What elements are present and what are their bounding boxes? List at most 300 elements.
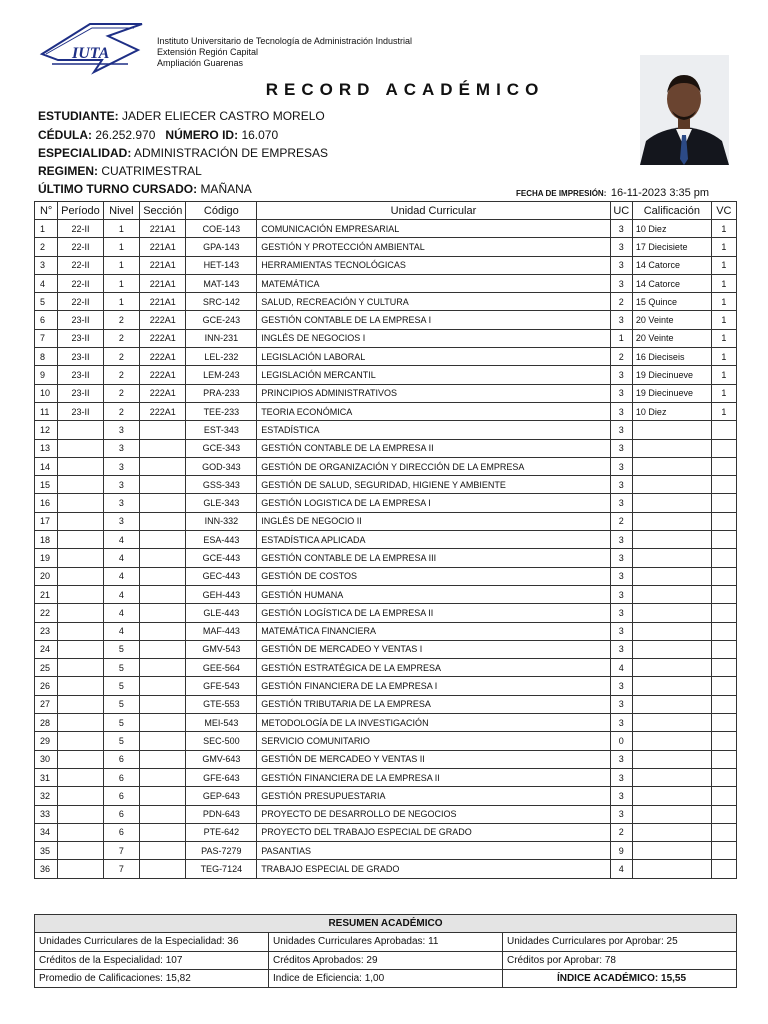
col-periodo-cell: 22-II	[58, 256, 103, 274]
col-calificacion-cell	[632, 750, 711, 768]
col-codigo-cell: SEC-500	[186, 732, 257, 750]
col-nivel-cell: 1	[103, 256, 139, 274]
col-seccion-cell	[140, 457, 186, 475]
col-seccion-cell	[140, 750, 186, 768]
col-calificacion-cell	[632, 842, 711, 860]
col-calificacion-cell	[632, 823, 711, 841]
creditos-por-aprobar: Créditos por Aprobar: 78	[503, 951, 737, 969]
col-codigo-cell: GMV-643	[186, 750, 257, 768]
document-title: RECORD ACADÉMICO	[265, 80, 545, 99]
col-nivel-cell: 2	[103, 329, 139, 347]
col-uc-cell: 3	[610, 274, 632, 292]
col-uc-cell: 4	[610, 659, 632, 677]
col-vc-cell	[711, 531, 736, 549]
col-codigo-cell: HET-143	[186, 256, 257, 274]
col-codigo-cell: MAF-443	[186, 622, 257, 640]
col-seccion-cell: 222A1	[140, 311, 186, 329]
col-seccion-cell	[140, 567, 186, 585]
cedula-line	[38, 128, 278, 142]
col-codigo-cell: MAT-143	[186, 274, 257, 292]
col-seccion-cell	[140, 768, 186, 786]
col-uc-cell: 3	[610, 366, 632, 384]
col-uc-cell: 3	[610, 549, 632, 567]
student-name-line	[38, 109, 325, 123]
institution-campus: Ampliación Guarenas	[157, 58, 244, 68]
col-numero-cell: 28	[35, 714, 58, 732]
col-vc-cell	[711, 787, 736, 805]
col-unidad-curricular-cell: GESTIÓN FINANCIERA DE LA EMPRESA II	[257, 768, 611, 786]
col-periodo-cell	[58, 457, 103, 475]
table-row	[35, 402, 737, 420]
col-seccion-cell: 221A1	[140, 220, 186, 238]
col-calificacion-cell	[632, 585, 711, 603]
cedula-label: CÉDULA:	[38, 128, 92, 142]
col-numero-cell: 20	[35, 567, 58, 585]
col-periodo-cell	[58, 640, 103, 658]
col-periodo-cell	[58, 604, 103, 622]
table-row	[35, 640, 737, 658]
col-vc-cell	[711, 640, 736, 658]
col-codigo-cell: PRA-233	[186, 384, 257, 402]
col-codigo-cell: EST-343	[186, 421, 257, 439]
col-calificacion-cell: 20 Veinte	[632, 329, 711, 347]
col-seccion-cell	[140, 585, 186, 603]
col-seccion-cell: 222A1	[140, 329, 186, 347]
col-uc-cell: 3	[610, 457, 632, 475]
col-calificacion-cell	[632, 512, 711, 530]
table-row	[35, 421, 737, 439]
col-unidad-curricular-cell: LEGISLACIÓN MERCANTIL	[257, 366, 611, 384]
col-seccion-cell	[140, 677, 186, 695]
col-calificacion-cell: 20 Veinte	[632, 311, 711, 329]
col-uc-cell: 3	[610, 604, 632, 622]
col-numero-cell: 30	[35, 750, 58, 768]
col-nivel-cell: 4	[103, 549, 139, 567]
col-seccion-cell: 221A1	[140, 274, 186, 292]
col-codigo-cell: SRC-142	[186, 293, 257, 311]
col-vc-cell	[711, 421, 736, 439]
col-nivel-cell: 6	[103, 750, 139, 768]
col-numero-header: N°	[35, 202, 58, 220]
col-seccion-cell	[140, 549, 186, 567]
col-numero-cell: 17	[35, 512, 58, 530]
col-unidad-curricular-cell: SALUD, RECREACIÓN Y CULTURA	[257, 293, 611, 311]
col-vc-cell	[711, 768, 736, 786]
col-numero-cell: 19	[35, 549, 58, 567]
col-calificacion-cell	[632, 476, 711, 494]
col-calificacion-cell	[632, 640, 711, 658]
col-periodo-cell	[58, 677, 103, 695]
col-numero-cell: 5	[35, 293, 58, 311]
col-vc-cell: 1	[711, 274, 736, 292]
col-vc-cell	[711, 750, 736, 768]
col-codigo-cell: TEG-7124	[186, 860, 257, 878]
col-nivel-cell: 1	[103, 238, 139, 256]
table-row	[35, 274, 737, 292]
col-periodo-cell: 23-II	[58, 366, 103, 384]
col-seccion-cell	[140, 439, 186, 457]
student-name: JADER ELIECER CASTRO MORELO	[122, 109, 325, 123]
col-codigo-cell: INN-332	[186, 512, 257, 530]
col-nivel-cell: 4	[103, 585, 139, 603]
turno-label: ÚLTIMO TURNO CURSADO:	[38, 182, 198, 196]
col-unidad-curricular-cell: GESTIÓN LOGÍSTICA DE LA EMPRESA II	[257, 604, 611, 622]
col-periodo-cell: 22-II	[58, 274, 103, 292]
col-codigo-cell: GEP-643	[186, 787, 257, 805]
table-row	[35, 842, 737, 860]
col-unidad-curricular-cell: ESTADÍSTICA	[257, 421, 611, 439]
col-uc-cell: 3	[610, 567, 632, 585]
col-uc-cell: 3	[610, 494, 632, 512]
col-periodo-cell	[58, 421, 103, 439]
col-nivel-cell: 4	[103, 622, 139, 640]
estudiante-label: ESTUDIANTE:	[38, 109, 119, 123]
col-unidad-curricular-cell: INGLÉS DE NEGOCIOS I	[257, 329, 611, 347]
col-numero-cell: 6	[35, 311, 58, 329]
col-unidad-curricular-cell: PROYECTO DEL TRABAJO ESPECIAL DE GRADO	[257, 823, 611, 841]
table-row	[35, 787, 737, 805]
col-calificacion-cell	[632, 567, 711, 585]
col-numero-cell: 1	[35, 220, 58, 238]
col-uc-header: UC	[610, 202, 632, 220]
col-vc-cell	[711, 604, 736, 622]
col-uc-cell: 2	[610, 512, 632, 530]
table-row	[35, 494, 737, 512]
col-calificacion-cell	[632, 787, 711, 805]
col-uc-cell: 3	[610, 476, 632, 494]
col-uc-cell: 3	[610, 585, 632, 603]
col-nivel-cell: 7	[103, 842, 139, 860]
col-seccion-header: Sección	[140, 202, 186, 220]
col-vc-cell	[711, 659, 736, 677]
col-calificacion-cell: 17 Diecisiete	[632, 238, 711, 256]
col-periodo-cell: 23-II	[58, 311, 103, 329]
col-nivel-cell: 5	[103, 677, 139, 695]
col-periodo-cell: 22-II	[58, 220, 103, 238]
col-unidad-curricular-cell: GESTIÓN Y PROTECCIÓN AMBIENTAL	[257, 238, 611, 256]
col-uc-cell: 3	[610, 384, 632, 402]
col-numero-cell: 35	[35, 842, 58, 860]
numero-id-value: 16.070	[241, 128, 279, 142]
col-seccion-cell: 222A1	[140, 348, 186, 366]
col-unidad-curricular-header: Unidad Curricular	[257, 202, 611, 220]
col-calificacion-cell	[632, 604, 711, 622]
institution-name: Instituto Universitario de Tecnología de Administración Industrial	[157, 36, 412, 46]
col-calificacion-cell	[632, 805, 711, 823]
col-calificacion-cell	[632, 732, 711, 750]
creditos-aprobados: Créditos Aprobados: 29	[269, 951, 503, 969]
col-numero-cell: 2	[35, 238, 58, 256]
col-numero-cell: 31	[35, 768, 58, 786]
col-uc-cell: 1	[610, 329, 632, 347]
col-calificacion-cell	[632, 531, 711, 549]
col-nivel-cell: 4	[103, 567, 139, 585]
col-nivel-cell: 5	[103, 659, 139, 677]
col-calificacion-cell: 10 Diez	[632, 220, 711, 238]
col-unidad-curricular-cell: GESTIÓN DE COSTOS	[257, 567, 611, 585]
col-unidad-curricular-cell: PASANTIAS	[257, 842, 611, 860]
col-numero-cell: 36	[35, 860, 58, 878]
table-row	[35, 659, 737, 677]
table-row	[35, 512, 737, 530]
col-seccion-cell	[140, 622, 186, 640]
col-uc-cell: 3	[610, 421, 632, 439]
table-row	[35, 256, 737, 274]
col-seccion-cell	[140, 805, 186, 823]
student-photo	[640, 55, 729, 165]
col-nivel-cell: 1	[103, 293, 139, 311]
record-table	[34, 201, 737, 879]
col-calificacion-cell	[632, 768, 711, 786]
col-seccion-cell	[140, 604, 186, 622]
col-nivel-cell: 3	[103, 421, 139, 439]
col-periodo-cell	[58, 714, 103, 732]
numero-id-label: NÚMERO ID:	[165, 128, 239, 142]
col-vc-cell	[711, 512, 736, 530]
col-calificacion-cell	[632, 659, 711, 677]
col-unidad-curricular-cell: GESTIÓN CONTABLE DE LA EMPRESA III	[257, 549, 611, 567]
col-numero-cell: 22	[35, 604, 58, 622]
col-calificacion-cell: 15 Quince	[632, 293, 711, 311]
col-codigo-cell: GSS-343	[186, 476, 257, 494]
col-codigo-cell: GOD-343	[186, 457, 257, 475]
col-uc-cell: 3	[610, 238, 632, 256]
col-vc-header: VC	[711, 202, 736, 220]
col-vc-cell	[711, 494, 736, 512]
col-periodo-cell: 23-II	[58, 402, 103, 420]
col-unidad-curricular-cell: GESTIÓN DE SALUD, SEGURIDAD, HIGIENE Y AMBIENTE	[257, 476, 611, 494]
col-calificacion-cell: 14 Catorce	[632, 256, 711, 274]
col-codigo-cell: GLE-343	[186, 494, 257, 512]
col-periodo-cell	[58, 567, 103, 585]
cedula-value: 26.252.970	[95, 128, 156, 142]
col-uc-cell: 3	[610, 714, 632, 732]
col-vc-cell: 1	[711, 220, 736, 238]
col-unidad-curricular-cell: GESTIÓN HUMANA	[257, 585, 611, 603]
col-periodo-cell	[58, 512, 103, 530]
col-seccion-cell	[140, 421, 186, 439]
col-nivel-cell: 2	[103, 384, 139, 402]
col-codigo-cell: GCE-343	[186, 439, 257, 457]
col-codigo-cell: PAS-7279	[186, 842, 257, 860]
col-seccion-cell	[140, 714, 186, 732]
col-unidad-curricular-cell: GESTIÓN CONTABLE DE LA EMPRESA I	[257, 311, 611, 329]
col-periodo-cell	[58, 750, 103, 768]
col-nivel-cell: 6	[103, 768, 139, 786]
ucs-especialidad: Unidades Curriculares de la Especialidad: 36	[35, 933, 269, 951]
logo-text: IUTA	[72, 45, 110, 62]
table-row	[35, 311, 737, 329]
col-codigo-cell: GLE-443	[186, 604, 257, 622]
col-unidad-curricular-cell: TEORIA ECONÓMICA	[257, 402, 611, 420]
col-unidad-curricular-cell: GESTIÓN DE MERCADEO Y VENTAS II	[257, 750, 611, 768]
col-numero-cell: 34	[35, 823, 58, 841]
col-numero-cell: 26	[35, 677, 58, 695]
col-periodo-cell	[58, 494, 103, 512]
indice-academico: ÍNDICE ACADÉMICO: 15,55	[503, 969, 737, 987]
col-calificacion-cell	[632, 714, 711, 732]
col-numero-cell: 16	[35, 494, 58, 512]
col-unidad-curricular-cell: GESTIÓN PRESUPUESTARIA	[257, 787, 611, 805]
table-row	[35, 238, 737, 256]
col-vc-cell	[711, 457, 736, 475]
col-nivel-cell: 4	[103, 531, 139, 549]
col-vc-cell	[711, 695, 736, 713]
col-calificacion-cell	[632, 439, 711, 457]
table-row	[35, 329, 737, 347]
col-vc-cell: 1	[711, 329, 736, 347]
col-periodo-cell	[58, 659, 103, 677]
col-unidad-curricular-cell: LEGISLACIÓN LABORAL	[257, 348, 611, 366]
resumen-table	[34, 914, 737, 988]
col-vc-cell: 1	[711, 293, 736, 311]
col-uc-cell: 3	[610, 622, 632, 640]
col-seccion-cell	[140, 476, 186, 494]
col-numero-cell: 4	[35, 274, 58, 292]
col-uc-cell: 3	[610, 677, 632, 695]
col-nivel-header: Nivel	[103, 202, 139, 220]
col-numero-cell: 13	[35, 439, 58, 457]
col-calificacion-cell	[632, 549, 711, 567]
col-uc-cell: 3	[610, 768, 632, 786]
col-periodo-cell: 23-II	[58, 384, 103, 402]
col-periodo-cell	[58, 585, 103, 603]
col-unidad-curricular-cell: ESTADÍSTICA APLICADA	[257, 531, 611, 549]
col-seccion-cell	[140, 823, 186, 841]
table-row	[35, 860, 737, 878]
col-periodo-cell	[58, 476, 103, 494]
col-vc-cell	[711, 823, 736, 841]
col-seccion-cell	[140, 531, 186, 549]
col-unidad-curricular-cell: HERRAMIENTAS TECNOLÓGICAS	[257, 256, 611, 274]
col-nivel-cell: 1	[103, 274, 139, 292]
fecha-label: FECHA DE IMPRESIÓN:	[516, 189, 607, 198]
col-unidad-curricular-cell: PROYECTO DE DESARROLLO DE NEGOCIOS	[257, 805, 611, 823]
table-row	[35, 457, 737, 475]
col-unidad-curricular-cell: METODOLOGÍA DE LA INVESTIGACIÓN	[257, 714, 611, 732]
col-calificacion-cell: 14 Catorce	[632, 274, 711, 292]
col-periodo-cell: 23-II	[58, 329, 103, 347]
col-codigo-cell: GMV-543	[186, 640, 257, 658]
col-uc-cell: 3	[610, 750, 632, 768]
col-periodo-cell	[58, 549, 103, 567]
col-periodo-cell	[58, 531, 103, 549]
col-unidad-curricular-cell: INGLÉS DE NEGOCIO II	[257, 512, 611, 530]
col-seccion-cell	[140, 732, 186, 750]
col-calificacion-cell	[632, 457, 711, 475]
col-calificacion-cell	[632, 860, 711, 878]
fecha-value: 16-11-2023 3:35 pm	[610, 187, 710, 199]
col-periodo-cell	[58, 823, 103, 841]
col-periodo-cell	[58, 860, 103, 878]
col-codigo-cell: COE-143	[186, 220, 257, 238]
col-seccion-cell: 222A1	[140, 402, 186, 420]
table-row	[35, 220, 737, 238]
table-row	[35, 750, 737, 768]
institution-block	[157, 36, 412, 69]
col-numero-cell: 3	[35, 256, 58, 274]
table-row	[35, 677, 737, 695]
col-seccion-cell: 221A1	[140, 238, 186, 256]
especialidad-line	[38, 146, 328, 160]
col-seccion-cell	[140, 659, 186, 677]
col-unidad-curricular-cell: GESTIÓN ESTRATÉGICA DE LA EMPRESA	[257, 659, 611, 677]
col-numero-cell: 27	[35, 695, 58, 713]
turno-value: MAÑANA	[200, 182, 252, 196]
col-periodo-cell: 22-II	[58, 293, 103, 311]
turno-line	[38, 182, 252, 196]
col-periodo-cell	[58, 768, 103, 786]
col-codigo-cell: GEH-443	[186, 585, 257, 603]
col-vc-cell	[711, 476, 736, 494]
col-numero-cell: 18	[35, 531, 58, 549]
col-calificacion-cell	[632, 677, 711, 695]
col-vc-cell	[711, 714, 736, 732]
col-uc-cell: 3	[610, 531, 632, 549]
col-vc-cell	[711, 860, 736, 878]
col-codigo-cell: GCE-243	[186, 311, 257, 329]
col-unidad-curricular-cell: MATEMÁTICA FINANCIERA	[257, 622, 611, 640]
col-vc-cell	[711, 439, 736, 457]
col-nivel-cell: 5	[103, 714, 139, 732]
col-periodo-cell	[58, 805, 103, 823]
col-codigo-cell: ESA-443	[186, 531, 257, 549]
col-vc-cell	[711, 842, 736, 860]
col-numero-cell: 15	[35, 476, 58, 494]
col-codigo-cell: MEI-543	[186, 714, 257, 732]
fecha-impresion	[516, 183, 709, 201]
table-row	[35, 549, 737, 567]
col-codigo-cell: PTE-642	[186, 823, 257, 841]
table-row	[35, 293, 737, 311]
col-unidad-curricular-cell: TRABAJO ESPECIAL DE GRADO	[257, 860, 611, 878]
table-row	[35, 348, 737, 366]
col-nivel-cell: 3	[103, 494, 139, 512]
table-row	[35, 531, 737, 549]
col-vc-cell	[711, 677, 736, 695]
col-codigo-cell: GEC-443	[186, 567, 257, 585]
col-nivel-cell: 2	[103, 311, 139, 329]
col-numero-cell: 10	[35, 384, 58, 402]
col-codigo-cell: LEL-232	[186, 348, 257, 366]
col-seccion-cell: 221A1	[140, 293, 186, 311]
col-unidad-curricular-cell: GESTIÓN CONTABLE DE LA EMPRESA II	[257, 439, 611, 457]
col-seccion-cell	[140, 842, 186, 860]
col-uc-cell: 2	[610, 293, 632, 311]
col-seccion-cell	[140, 640, 186, 658]
table-row	[35, 604, 737, 622]
col-vc-cell: 1	[711, 384, 736, 402]
col-calificacion-cell	[632, 622, 711, 640]
col-seccion-cell: 222A1	[140, 366, 186, 384]
col-calificacion-cell	[632, 695, 711, 713]
col-nivel-cell: 5	[103, 732, 139, 750]
col-vc-cell: 1	[711, 402, 736, 420]
col-nivel-cell: 4	[103, 604, 139, 622]
col-seccion-cell: 222A1	[140, 384, 186, 402]
especialidad-label: ESPECIALIDAD:	[38, 146, 132, 160]
creditos-especialidad: Créditos de la Especialidad: 107	[35, 951, 269, 969]
col-nivel-cell: 3	[103, 476, 139, 494]
col-nivel-cell: 5	[103, 695, 139, 713]
col-nivel-cell: 5	[103, 640, 139, 658]
col-numero-cell: 23	[35, 622, 58, 640]
table-row	[35, 732, 737, 750]
col-nivel-cell: 3	[103, 512, 139, 530]
col-calificacion-cell: 19 Diecinueve	[632, 384, 711, 402]
col-numero-cell: 8	[35, 348, 58, 366]
col-calificacion-cell: 10 Diez	[632, 402, 711, 420]
